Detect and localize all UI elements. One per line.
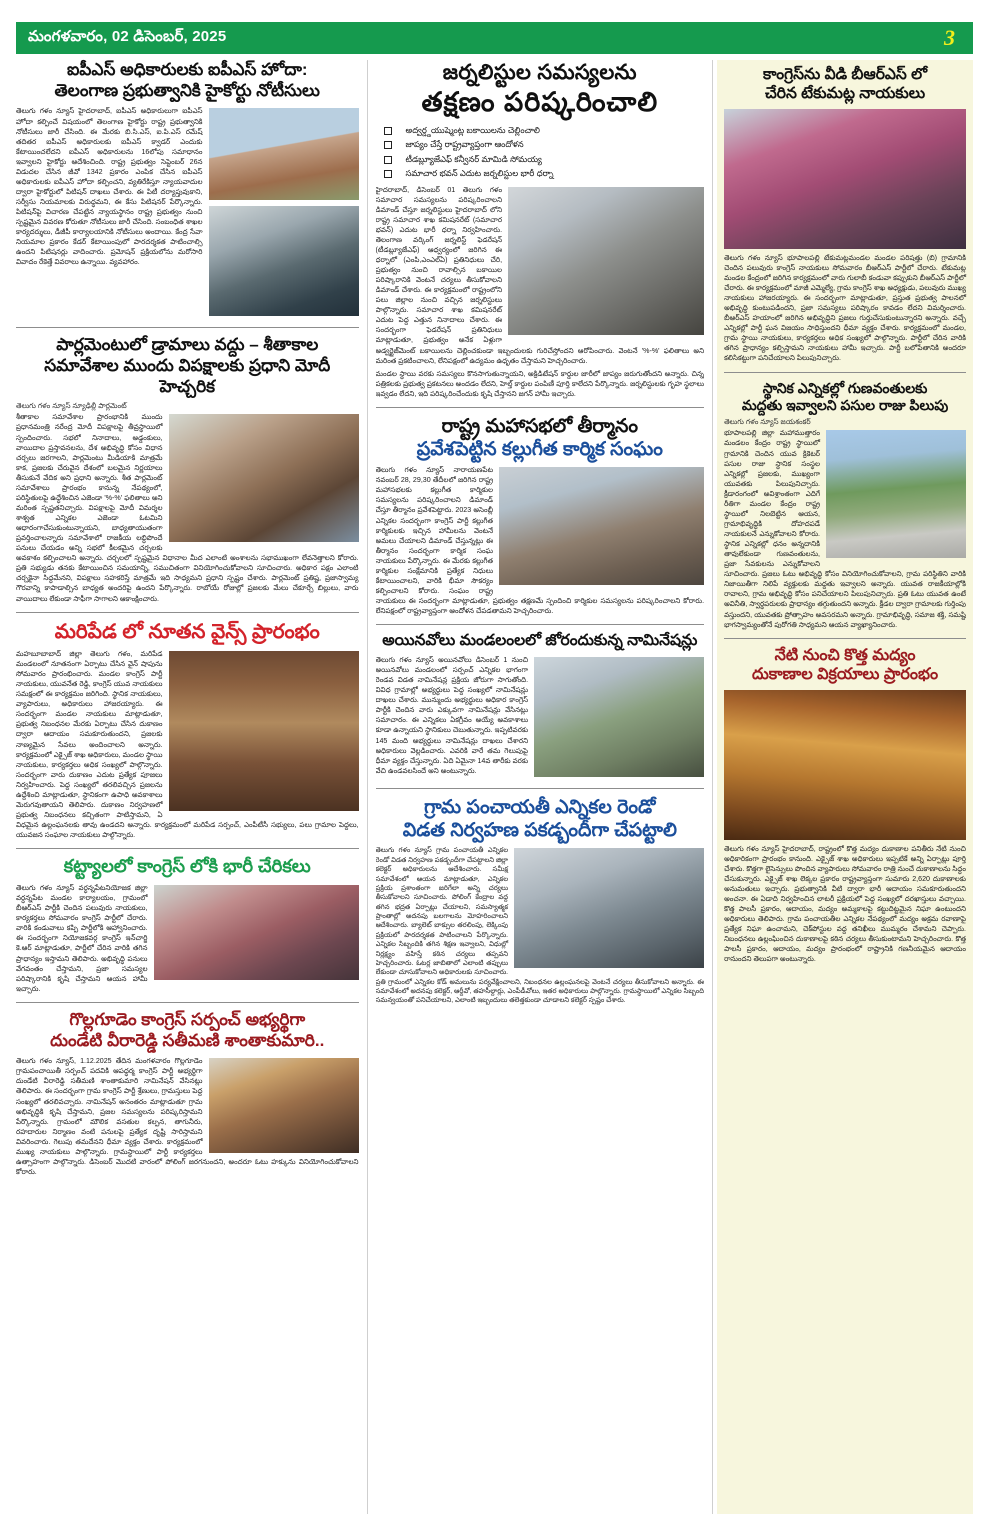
headline-panchayat-line1: గ్రామ పంచాయతీ ఎన్నికల రెండో (424, 797, 656, 819)
divider (376, 624, 705, 625)
article-body-sarpanch: తెలుగు గళం న్యూస్, 1.12.2025 తేదిన మంగళవారం గొల్లగూడెం గ్రామపంచాయితీ సర్పంచ్ పదవికి ఆపద్ధర్మ కాంగ్రెస్ పార్టీ అభ్యర్థిగా దుండేటి వీరారెడ్డి సతీమణి శాంతాకుమారి నామినేషన్ వేసినట్లు తెలిపారు. ఈ సందర్భంగా గ్రామ కాంగ్రెస్ పార్టీ శ్రేణులు, గ్రామస్తులు పెద్ద సంఖ్యలో తరలివచ్చారు. నామినేషన్ అనంతరం మాట్లాడుతూ గ్రామ అభివృద్ధికి కృషి చేస్తామని, ప్రజల సమస్యలను పరిష్కరిస్తామని పేర్కొన్నారు. గ్రామంలో మౌలిక వసతుల కల్పన, తాగునీరు, రహదారుల నిర్మాణం వంటి పనులపై ప్రత్యేక దృష్టి సారిస్తామని వివరించారు. గెలుపు తమదేనని ధీమా వ్యక్తం చేశారు. కార్యక్రమంలో ముఖ్య నాయకులు పాల్గొన్నారు. గ్రామస్థాయిలో పార్టీ కార్యకర్తలు ఉత్సాహంగా పాల్గొన్నారు. డిసెంబర్ మొదటి వారంలో పోలింగ్ జరగనుందని, అందరూ ఓటు హక్కును వినియోగించుకోవాలని కోరారు. (16, 1057, 359, 1176)
divider (724, 638, 966, 639)
bullet-text: జాప్యం చేస్తే రాష్ట్రవ్యాప్తంగా ఆందోళన (405, 139, 524, 150)
headline-sarpanch-line2: దుండేటి వీరారెడ్డి సతీమణి శాంతాకుమారి.. (50, 1030, 325, 1050)
bullet-text: అద్వర్డ్డయుష్మెంట్ల బకాయిలను చెల్లించాలి (405, 124, 540, 135)
brs-leaders-group-photo (724, 109, 966, 249)
headline-toddy-line1: రాష్ట్ర మహాసభలో తీర్మానం (441, 415, 638, 437)
headline-appeal-line1: స్థానిక ఎన్నికల్లో గుణవంతులకు (762, 379, 928, 396)
article-body-wine: మహబూబాబాద్ జిల్లా తెలుగు గళం, మరిపేడ మండలంలో నూతనంగా ఏర్పాటు చేసిన వైన్ షాపును సోమవారం ప్రారంభించారు. మండల కాంగ్రెస్ పార్టీ నాయకులు, యువనేత రెడ్డి, కాంగ్రెస్ యువ నాయకులు సమక్షంలో ఈ కార్యక్రమం జరిగింది. స్థానిక నాయకులు, వ్యాపారులు, అధికారులు హాజరయ్యారు. ఈ సందర్భంగా మండల నాయకులు మాట్లాడుతూ, ప్రభుత్వ నిబంధనల మేరకు ఏర్పాటు చేసిన దుకాణం ద్వారా ఆదాయం సమకూరుతుందని, ప్రజలకు నాణ్యమైన సేవలు అందించాలని అన్నారు. కార్యక్రమంలో ఎక్సైజ్ శాఖ అధికారులు, మండల స్థాయి నాయకులు, కార్యకర్తలు అధిక సంఖ్యలో పాల్గొన్నారు. సందర్భంగా వారు దుకాణం ఎదుట ప్రత్యేక పూజలు నిర్వహించారు. పెద్ద సంఖ్యలో తరలివచ్చిన ప్రజలను ఉద్దేశించి మాట్లాడుతూ, స్థానికంగా ఉపాధి అవకాశాలు మెరుగవుతాయని తెలిపారు. దుకాణం నిర్వహణలో ప్రభుత్వ నిబంధనలు కచ్చితంగా పాటిస్తామని, ఏ విధమైన ఉల్లంఘనలకు తావు ఉండదని అన్నారు. కార్యక్రమంలో మరిపేడ సర్పంచ్, ఎంపీటీసీ సభ్యులు, పలు గ్రామాల పెద్దలు, యువజన సంఘాల నాయకులు పాల్గొన్నారు. (16, 649, 359, 840)
officials-review-meeting-photo (514, 848, 704, 968)
square-bullet-icon (384, 156, 392, 164)
article-body-modi: శీతాకాల సమావేశాల ప్రారంభానికి ముందు ప్రధానమంత్రి నరేంద్ర మోదీ విపక్షాలపై తీవ్రస్థాయిలో స్పందించారు. సభలో నినాదాలు, అడ్డంకులు, వాయిదాల ప్రస్తావనలను, దేశ అభివృద్ధి కోసం విధాన చర్చలు జరగాలని, పార్లమెంటు మీడియాకి మాత్రమే కాక, ప్రజలకు చేరువైన దేశంలో బలమైన నిర్ణయాలు తీసుకునే వేదిక అని ప్రధాని అన్నారు. శీత పార్లమెంట్ సమావేశాలు ప్రారంభం కానున్న నేపథ్యంలో, పరిస్థితులపై ఉద్ధేశించిన ఎజెండా '%-%' ఫలితాలు అని మరింత స్పష్టతనిచ్చారు. విపక్షాలపై మోదీ విమర్శల శాశ్వత ఎన్నికల ఎజెండా ఓటమిని ఆధారంగాచేసుకుంటున్నాయని, బాధ్యతాయుతంగా ప్రవర్తించాలన్నారు సమావేశాలో రాజకీయ లబ్ధిపొందే పనులు చేయడం అన్ని సభలో కీలకమైన చర్చలకు అవకాశం కల్పించాలని అన్నారు. చర్చలలో స్పష్టమైన విధానాల మీద ఎలాంటి అంశాలను సభాముఖంగా లేవనెత్తాలని కోరారు. ప్రతి సభ్యుడు తనకు కేటాయించిన సమయాన్ని, సముచితంగా వినియోగించుకోవాలని సూచించారు. అధికార పక్షం ఎలాంటి చర్చకైనా సిద్ధమేనని, విపక్షాలు సహకరిస్తే మాత్రమే ఇది సాధ్యమని ప్రధాని స్పష్టం చేశారు. పార్లమెంట్ ప్రతిష్ట, ప్రజాస్వామ్య గౌరవాన్ని కాపాడాల్సిన బాధ్యత అందరిపై ఉందని పేర్కొన్నారు. రాబోయే రోజుల్లో ప్రజలకు మేలు చేకూర్చే బిల్లులు, వారు వాయిదాలు లేకుండా సాఫీగా సాగాలని ఆకాంక్షించారు. (16, 413, 359, 603)
main-headline-line2: తక్షణం పరిష్కరించాలి (421, 86, 659, 117)
bullet-text: సమాచార భవన్ ఎదుట జర్నలిస్టుల భారీ ధర్నా (405, 168, 554, 179)
congress-women-joining-photo (154, 885, 359, 980)
article-body-appeal: భూపాలపల్లి జిల్లా మహాముత్తారం మండలం కేంద్రం రాష్ట్ర స్థాయిలో గ్రామానికి చెందిన యువ క్రికెటర్ పసుల రాజు స్థానిక సంస్థల ఎన్నికల్లో ప్రజలకు, ముఖ్యంగా యువతకు పిలుపునిచ్చారు. క్రీడారంగంలో అవిశ్రాంతంగా ఎదిగే రీతిగా మండల కేంద్రం రాష్ట్ర స్థాయిలో నిలబెట్టిన ఆయన, గ్రామాభివృద్ధికి దోహదపడే నాయకులనే ఎన్నుకోవాలని కోరారు. స్థానిక ఎన్నికల్లో ధనం అన్నదానికి తావులేకుండా గుణవంతులను, ప్రజా సేవకులను ఎన్నుకోవాలని సూచించారు. ప్రజలు ఓటు అభివృద్ధి కోసం వినియోగించుకోవాలని, గ్రామ పరిస్థితిని వారికి నిజాయితీగా నిలిపే వ్యక్తులకు మద్దతు ఇవ్వాలని అన్నారు. యువత రాజకీయాల్లోకి రావాలని, గ్రామ అభివృద్ధి కోసం పనిచేయాలని పిలుపునిచ్చారు. ప్రతి ఓటు యువత ఉంటే అవినీతి, స్వార్థపరులకు ప్రాధాన్యం తగ్గుతుందని అన్నారు. క్రీడల ద్వారా గ్రామాలకు గుర్తింపు వస్తుందని, యువతకు ప్రోత్సాహం అవసరమని అన్నారు. గ్రామాభివృద్ధి, సమాజ శక్తి, సమష్టి భాగస్వామ్యంతోనే పురోగతి సాధ్యమని ఆయన వ్యాఖ్యానించారు. (724, 429, 966, 629)
wine-shop-interior-photo (169, 651, 359, 811)
square-bullet-icon (384, 127, 392, 135)
center-column (367, 60, 714, 1514)
journalists-article (376, 185, 705, 399)
article-nominations (376, 632, 705, 780)
kicker-modi: తెలుగు గళం న్యూస్ న్యూఢిల్లీ పార్లమెంట్ (16, 400, 127, 410)
article-body-brs: తెలుగు గళం న్యూస్ భూపాలపల్లి టేకుమట్లమండల మండల పరిషత్తు (బి) గ్రామానికి చెందిన పలువురు కాంగ్రెస్ నాయకులు సోమవారం బీఆర్ఎస్ పార్టీలో చేరారు. టేకుమట్ల మండల కేంద్రంలో జరిగిన కార్యక్రమంలో వారు గులాబీ కండువా కప్పుకుని బీఆర్ఎస్ పార్టీలో చేరారు. ఈ కార్యక్రమంలో మాజీ ఎమ్మెల్యే, గ్రామ కాంగ్రెస్ శాఖ అధ్యక్షుడు, పలువురు ముఖ్య నాయకులు హాజరయ్యారు. ఈ సందర్భంగా మాట్లాడుతూ, ప్రస్తుత ప్రభుత్వ పాలనలో అభివృద్ధి కుంటుపడిందని, ప్రజా సమస్యలు పరిష్కారం కావడం లేదని విమర్శించారు. బీఆర్ఎస్ హయాంలో జరిగిన అభివృద్ధిని ప్రజలు గుర్తుచేసుకుంటున్నారని అన్నారు. వచ్చే ఎన్నికల్లో పార్టీ ఘన విజయం సాధిస్తుందని ధీమా వ్యక్తం చేశారు. కార్యక్రమంలో మండల, గ్రామ స్థాయి నాయకులు, కార్యకర్తలు అధిక సంఖ్యలో పాల్గొన్నారు. పార్టీలో చేరిన వారికి తగిన ప్రాధాన్యం కల్పిస్తామని నాయకులు హామీ ఇచ్చారు. పార్టీ బలోపేతానికి అందరూ కలిసికట్టుగా పనిచేయాలని పిలుపునిచ్చారు. (724, 253, 966, 363)
square-bullet-icon (384, 141, 392, 149)
headline-toddy-line2: ప్రవేశపెట్టిన కల్లుగీత కార్మిక సంఘం (416, 439, 663, 461)
columns-container (16, 60, 973, 1514)
headline-panchayat-line2: విడత నిర్వహణ పకడ్బందీగా చేపట్టాలి (402, 820, 677, 842)
article-sarpanch-candidate (16, 1010, 359, 1177)
article-ips-highcourt (16, 60, 359, 319)
headline-ips-line2: తెలంగాణ ప్రభుత్వానికి హైకోర్టు నోటీసులు (54, 80, 320, 100)
publication-date: మంగళవారం, 02 డిసెంబర్, 2025 (28, 27, 227, 45)
headline-nominations: అయినవోలు మండలంలలో జోరందుకున్న నామినేషన్లు (382, 632, 698, 650)
article-panchayat-elections (376, 796, 705, 1006)
nominations-filing-photo (534, 657, 704, 777)
bullet-text: టీడబ్ల్యూజేఎఫ్ కన్వీనర్ మామిడి సోమయ్య (405, 153, 542, 164)
headline-liquor-line2: దుకాణాల విక్రయాలు ప్రారంభం (751, 666, 939, 684)
article-local-elections-appeal (724, 380, 966, 630)
main-headline-line1: జర్నలిస్టుల సమస్యలను (442, 61, 637, 84)
bullet-item (384, 125, 705, 136)
headline-modi-line2: సమావేశాల ముందు విపక్షాలకు ప్రధాని మోదీ హెచ్చరిక (44, 356, 331, 396)
article-congress-joinings (16, 856, 359, 994)
article-body-toddy: తెలుగు గళం న్యూస్ నారాయణపేట నవంబర్ 28, 29,30 తేదీలలో జరిగిన రాష్ట్ర మహాసభలకు కల్లుగీత కార్మికుల సమస్యలను పరిష్కరించాలని డిమాండ్ చేస్తూ తీర్మానం ప్రవేశపెట్టారు. 2023 అసెంబ్లీ ఎన్నికల సందర్భంగా కాంగ్రెస్ పార్టీ కల్లుగీత కార్మికులకు ఇచ్చిన హామీలను వెంటనే అమలు చేయాలని డిమాండ్ చేస్తున్నట్లు ఈ తీర్మానం సందర్భంగా కార్మిక సంఘ నాయకులు పేర్కొన్నారు. ఈ మేరకు కల్లుగీత కార్మికుల సంక్షేమానికి ప్రత్యేక నిధులు కేటాయించాలని, వారికి భీమా సౌకర్యం కల్పించాలని కోరారు. సంఘం రాష్ట్ర నాయకులు ఈ సందర్భంగా మాట్లాడుతూ, ప్రభుత్వం తక్షణమే స్పందించి కార్మికుల సమస్యలను పరిష్కరించాలని కోరారు. లేనిపక్షంలో రాష్ట్రవ్యాప్తంగా ఆందోళన చేపడతామని హెచ్చరించారు. (375, 466, 705, 616)
article-body-liquor: తెలుగు గళం న్యూస్ హైదరాబాద్, రాష్ట్రంలో కొత్త మద్యం దుకాణాల పనితీరు నేటి నుంచి అధికారికంగా ప్రారంభం కానుంది. ఎక్సైజ్ శాఖ అధికారులు ఇప్పటికే అన్ని ఏర్పాట్లు పూర్తి చేశారు. కొత్తగా లైసెన్సులు పొందిన వ్యాపారులు సోమవారం రాత్రి నుంచే దుకాణాలను సిద్ధం చేసుకున్నారు. ఎక్సైజ్ శాఖ లెక్కల ప్రకారం రాష్ట్రవ్యాప్తంగా సుమారు 2,620 దుకాణాలకు అనుమతులు ఇచ్చారు. ప్రభుత్వానికి వీటి ద్వారా భారీ ఆదాయం సమకూరుతుందని అంచనా. ఈ ఏడాది నిర్వహించిన లాటరీ ప్రక్రియలో పెద్ద సంఖ్యలో దరఖాస్తులు వచ్చాయి. కొత్త పాలసీ ప్రకారం, ఆదాయం, మద్యం అమ్మకాలపై కట్టుదిట్టమైన నిఘా ఉంటుందని అధికారులు తెలిపారు. గ్రామ పంచాయతీల ఎన్నికల నేపథ్యంలో మద్యం అక్రమ రవాణాపై ప్రత్యేక నిఘా ఉంచామని, చెక్‌పోస్టుల వద్ద తనిఖీలు ముమ్మరం చేశామని చెప్పారు. నిబంధనలు ఉల్లంఘించిన దుకాణాలపై కఠిన చర్యలు తీసుకుంటామని హెచ్చరించారు. కొత్త పాలసీ ప్రకారం, ఆదాయం, మద్యం ప్రారంభంలో రాష్ట్రానికి గణనీయమైన ఆదాయం రానుందని తెలుపగా అంటున్నారు. (724, 844, 966, 964)
journalists-press-meet-photo (508, 187, 704, 335)
article-body-nominations: తెలుగు గళం న్యూస్ అయినవోలు డిసెంబర్ 1 నుంచి అయినవోలు మండలంలో సర్పంచ్ ఎన్నికల భాగంగా రెండవ విడత నామినేషన్ల ప్రక్రియ జోరుగా సాగుతోంది. వివిధ గ్రామాల్లో అభ్యర్థులు పెద్ద సంఖ్యలో నామినేషన్లు దాఖలు చేశారు. మున్ముందు అభ్యర్థులు అధికార కాంగ్రెస్ పార్టీకి చెందిన వారు ఎక్కువగా నామినేషన్లు వేసినట్లు సమాచారం. ఈ ఎన్నికలు ఏకగ్రీవం అయ్యే అవకాశాలు కూడా ఉన్నాయని స్థానికులు చెబుతున్నారు. ఇప్పటివరకు 145 మంది అభ్యర్థులు నామినేషన్లు దాఖలు చేశారని అధికారులు వెల్లడించారు. ఎవరికి వారే తమ గెలుపుపై ధీమా వ్యక్తం చేస్తున్నారు. ఏది ఏమైనా 14వ తారీకు వరకు వేచి ఉండవలసిందే అని అంటున్నారు. (375, 656, 529, 775)
left-column (16, 60, 367, 1514)
police-officers-photo (209, 206, 359, 316)
article-wine-shop (16, 620, 359, 841)
article-brs-joinings (724, 66, 966, 364)
divider (376, 788, 705, 789)
headline-brs-line2: చేరిన టేకుమట్ల నాయకులు (764, 84, 926, 102)
liquor-bottles-shop-photo (724, 690, 966, 840)
article-body-congress-joinings: తెలుగు గళం న్యూస్ వర్ధన్నపేటనియోజక జిల్లా వర్ధన్నపేట మండల కార్యాలయం, గ్రామంలో బీఆర్ఎస్ పార్టీకి చెందిన పలువురు నాయకులు, కార్యకర్తలు సోమవారం కాంగ్రెస్ పార్టీలో చేరారు. వారికి కండువాలు కప్పి పార్టీలోకి ఆహ్వానించారు. ఈ సందర్భంగా నియోజకవర్గ కాంగ్రెస్ ఇన్‌చార్జి కె.ఆర్ మాట్లాడుతూ, పార్టీలో చేరిన వారికి తగిన ప్రాధాన్యం ఇస్తామని తెలిపారు. అభివృద్ధి పనులు వేగవంతం చేస్తామని, ప్రజా సమస్యల పరిష్కారానికి కృషి చేస్తామని ఆయన హామీ ఇచ్చారు. (16, 884, 148, 993)
headline-brs-line1: కాంగ్రెస్‌ను వీడి బీఆర్ఎస్ లో (763, 66, 928, 83)
article-liquor-shops (724, 646, 966, 965)
masthead-bar (16, 22, 973, 54)
high-court-building-photo (209, 108, 359, 200)
headline-liquor-line1: నేటి నుంచి కొత్త మద్యం (774, 646, 916, 664)
kicker-appeal: తెలుగు గళం న్యూస్ జయశంకర్ (724, 416, 811, 426)
headline-ips-line1: ఐపీఎస్ అధికారులకు ఐపీఎస్ హోదా: (66, 60, 308, 79)
public-meeting-crowd-photo (499, 467, 704, 585)
bullet-list (384, 125, 705, 179)
square-bullet-icon (384, 170, 392, 178)
divider (724, 372, 966, 373)
bullet-item (384, 168, 705, 179)
divider (16, 327, 359, 328)
journalists-body-part2: మండల స్థాయి వరకు సమస్యలు కొనసాగుతున్నాయని, అక్రిడిటేషన్ కార్డుల జారీలో జాప్యం జరుగుతోందని అన్నారు. చిన్న పత్రికలకు ప్రభుత్వ ప్రకటనలు అందడం లేదని, హెల్త్ కార్డుల పంపిణీ పూర్తి కాలేదని పేర్కొన్నారు. జర్నలిస్టులకు గృహ స్థలాలు ఇవ్వడం లేదని, ఇది పరిష్కరించేందుకు కృషి చేస్తానని జగన్ హామీ ఇచ్చారు. (375, 369, 705, 398)
headline-modi-line1: పార్లమెంటులో డ్రామాలు వద్దు – శీతాకాల (56, 335, 319, 355)
divider (16, 848, 359, 849)
headline-wine-shop: మరిపేడ లో నూతన వైన్స్ ప్రారంభం (54, 620, 320, 643)
headline-congress-joinings: కట్ట్యాలలో కాంగ్రెస్ లోకి భారీ చేరికలు (63, 856, 311, 877)
article-body-panchayat: తెలుగు గళం న్యూస్ గ్రామ పంచాయతీ ఎన్నికల రెండో విడత నిర్వహణ పకడ్బందీగా చేపట్టాలని జిల్లా కలెక్టర్ అధికారులను ఆదేశించారు. సమీక్ష సమావేశంలో ఆయన మాట్లాడుతూ, ఎన్నికల ప్రక్రియ ప్రశాంతంగా జరిగేలా అన్ని చర్యలు తీసుకోవాలని సూచించారు. పోలింగ్ కేంద్రాల వద్ద తగిన భద్రత ఏర్పాట్లు చేయాలని, సమస్యాత్మక ప్రాంతాల్లో అదనపు బలగాలను మోహరించాలని ఆదేశించారు. బ్యాలెట్ బాక్సుల తరలింపు, లెక్కింపు ప్రక్రియలో పారదర్శకత పాటించాలని పేర్కొన్నారు. ఎన్నికల సిబ్బందికి తగిన శిక్షణ ఇవ్వాలని, విధుల్లో నిర్లక్ష్యం వహిస్తే కఠిన చర్యలు తప్పవని హెచ్చరించారు. ఓటర్ల జాబితాలో ఎలాంటి తప్పులు లేకుండా చూసుకోవాలని అధికారులకు సూచించారు. ప్రతి గ్రామంలో ఎన్నికల కోడ్ అమలును పర్యవేక్షించాలని, నిబంధనల ఉల్లంఘనలపై వెంటనే చర్యలు తీసుకోవాలని అన్నారు. ఈ సమావేశంలో అదనపు కలెక్టర్, ఆర్డీవో, తహసీల్దార్లు, ఎంపీడీవోలు, ఇతర అధికారులు పాల్గొన్నారు. గ్రామస్థాయిలో ఎన్నికల సిబ్బంది సమన్వయంతో పనిచేయాలని, ఎలాంటి ఇబ్బందులు తలెత్తకుండా చూడాలని కలెక్టర్ స్పష్టం చేశారు. (375, 847, 705, 1005)
divider (376, 407, 705, 408)
right-column (717, 60, 973, 1514)
article-body-ips: తెలుగు గళం న్యూస్ హైదరాబాద్, ఐపీఎస్ అధికారులుగా ఐపీఎస్ హోదా కల్పించే విషయంలో తెలంగాణ హైకోర్టు రాష్ట్ర ప్రభుత్వానికి నోటీసులు జారీ చేసింది. ఈ మేరకు బి.సి.ఎస్, ఐ.పి.ఎస్ రమేష్ తదితర ఐపీఎస్ అధికారులకు ఐపీఎస్ క్వాడర్ ఎందుకు కేటాయించలేదని ఐపీఎస్ అధికారులను 16లోపు సమాధానం ఇవ్వాలని హైకోర్టు ఆదేశించింది. రాష్ట్ర ప్రభుత్వం సెప్టెంబర్ 26న విడుదల చేసిన జీవో 1342 ప్రకారం ఎంపిక చేసిన ఐపీఎస్ అధికారులకు ఐపీఎస్ హోదా కల్పించని, వ్యతిరేకిస్తూ న్యాయవాదుల ద్వారా హైకోర్టులో పిటిషన్ దాఖలు చేశారు. ఈ పిటీ దర్యాప్తువుకాని, సర్వీసు నియమాలకు విరుద్ధమని, ఈ కేసు పిటిషనర్ పేర్కొన్నారు. పిటిషన్‌పై విచారణ చేపట్టిన న్యాయస్థానం రాష్ట్ర ప్రభుత్వం నుంచి స్పష్టమైన వివరణ కోరుతూ నోటీసులు జారీ చేసింది. సంబంధిత శాఖల కార్యదర్శులు, డీజీపీ కార్యాలయానికి నోటీసులు అందాయి. కేంద్ర సేవా నియమాల ప్రకారం కేడర్ కేటాయింపులో పారదర్శకత పాటించాల్సి ఉందని పిటిషనర్లు వాదించారు. ప్రమోషన్ ప్రక్రియలోను మరోసారి వివాదం రేకెత్తే వివరాలు ఉన్నాయి. వ్యవహారం. (16, 107, 203, 267)
article-parliament-modi (16, 335, 359, 603)
bullet-item (384, 154, 705, 165)
bullet-item (384, 139, 705, 150)
leader-walking-on-road-photo (826, 430, 966, 558)
divider (16, 612, 359, 613)
headline-appeal-line2: మద్దతు ఇవ్వాలని పసుల రాజు పిలుపు (741, 396, 949, 413)
prime-minister-modi-photo (169, 414, 359, 542)
divider (16, 1002, 359, 1003)
sarpanch-candidate-photo (209, 1058, 359, 1153)
article-toddy-union (376, 415, 705, 616)
headline-sarpanch-line1: గొల్లగూడెం కాంగ్రెస్ సర్పంచ్ అభ్యర్థిగా (69, 1009, 306, 1029)
page-number: 3 (944, 25, 955, 50)
journalists-body-part1: హైదరాబాద్, డిసెంబర్ 01 తెలుగు గళం సమాచార సమస్యలను పరిష్కరించాలని డిమాండ్ చేస్తూ జర్నలిస్టులు హైదరాబాద్ లోని రాష్ట్ర సమాచార శాఖ కమిషనరేట్ (సమాచార భవన్) ఎదుట భారీ ధర్నా నిర్వహించారు. తెలంగాణ వర్కింగ్ జర్నలిస్ట్ ఫెడరేషన్ (టీడబ్ల్యూజేఎఫ్) ఆధ్వర్యంలో జరిగిన ఈ ధర్నాలో (ఎంపి,ఎంఎల్ఏ) ప్రతినిధులు చేరి, ప్రభుత్వం నుంచి రావాల్సిన బకాయిల పరిష్కారానికి వెంటనే చర్యలు తీసుకోవాలని డిమాండ్ చేశారు. ఈ కార్యక్రమంలో రాష్ట్రంలోని పలు జిల్లాల నుంచి వచ్చిన జర్నలిస్టులు పాల్గొన్నారు. సమాచార శాఖ కమిషనరేట్ ఎదుట పెద్ద ఎత్తున నినాదాలు చేశారు. ఈ సందర్భంగా ఫెడరేషన్ ప్రతినిధులు మాట్లాడుతూ, ప్రభుత్వం అనేక ఏళ్లుగా అడ్వర్టైజ్‌మెంట్ బకాయిలను చెల్లించకుండా ఇబ్బందులకు గురిచేస్తోందని ఆరోపించారు. వెంటనే '%-%' ఫలితాలు అని మరింత ప్రకటించాలని, లేనిపక్షంలో ఉద్యమం ఉధృతం చేస్తామని హెచ్చరించారు. (375, 185, 705, 365)
